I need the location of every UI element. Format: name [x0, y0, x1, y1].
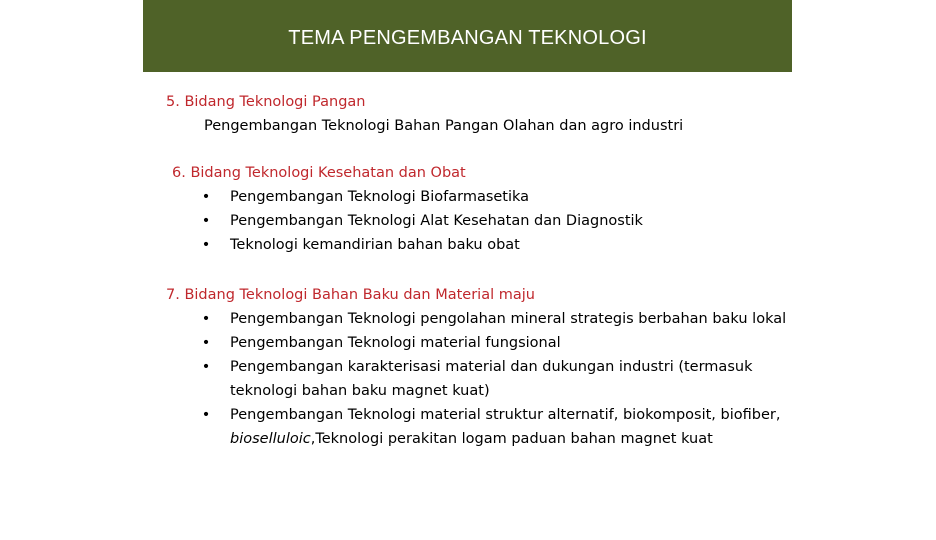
section-text: Pengembangan Teknologi Bahan Pangan Olahan dan agro industri — [204, 118, 684, 134]
section-heading: 7. Bidang Teknologi Bahan Baku dan Material maju — [166, 287, 535, 303]
list-item — [166, 355, 806, 403]
list-item-text: Pengembangan Teknologi material fungsional — [230, 335, 561, 351]
section-teknologi-kesehatan — [172, 161, 643, 257]
bullet-icon: • — [201, 237, 211, 253]
bullet-icon: • — [201, 213, 211, 229]
list-item — [166, 403, 806, 451]
list-item — [172, 185, 643, 209]
bullet-list — [166, 307, 806, 451]
list-item — [172, 233, 643, 257]
list-item-text: Teknologi kemandirian bahan baku obat — [230, 237, 520, 253]
list-item-text: Pengembangan Teknologi pengolahan mineral strategis berbahan baku lokal — [230, 311, 787, 327]
bullet-icon: • — [201, 189, 211, 205]
bullet-icon: • — [201, 359, 211, 375]
section-heading: 5. Bidang Teknologi Pangan — [166, 94, 366, 110]
text-segment: Pengembangan Teknologi material struktur alternatif, biokomposit, biofiber, — [230, 407, 781, 423]
list-item — [166, 331, 806, 355]
list-item-text: Pengembangan karakterisasi material dan dukungan industri (termasuk teknologi bahan baku magnet kuat) — [230, 359, 753, 399]
bullet-icon: • — [201, 335, 211, 351]
title-banner — [143, 0, 792, 72]
list-item — [172, 209, 643, 233]
bullet-icon: • — [201, 407, 211, 423]
section-teknologi-pangan — [166, 90, 683, 138]
bullet-list — [172, 185, 643, 257]
bullet-icon: • — [201, 311, 211, 327]
section-teknologi-material — [166, 283, 806, 451]
list-item-text: Pengembangan Teknologi Alat Kesehatan dan Diagnostik — [230, 213, 643, 229]
section-heading: 6. Bidang Teknologi Kesehatan dan Obat — [172, 165, 466, 181]
list-item-text — [230, 407, 780, 447]
italic-term: bioselluloic — [230, 431, 311, 447]
page-title: TEMA PENGEMBANGAN TEKNOLOGI — [288, 26, 647, 49]
list-item-text: Pengembangan Teknologi Biofarmasetika — [230, 189, 530, 205]
list-item — [166, 307, 806, 331]
text-segment: ,Teknologi perakitan logam paduan bahan magnet kuat — [310, 431, 713, 447]
